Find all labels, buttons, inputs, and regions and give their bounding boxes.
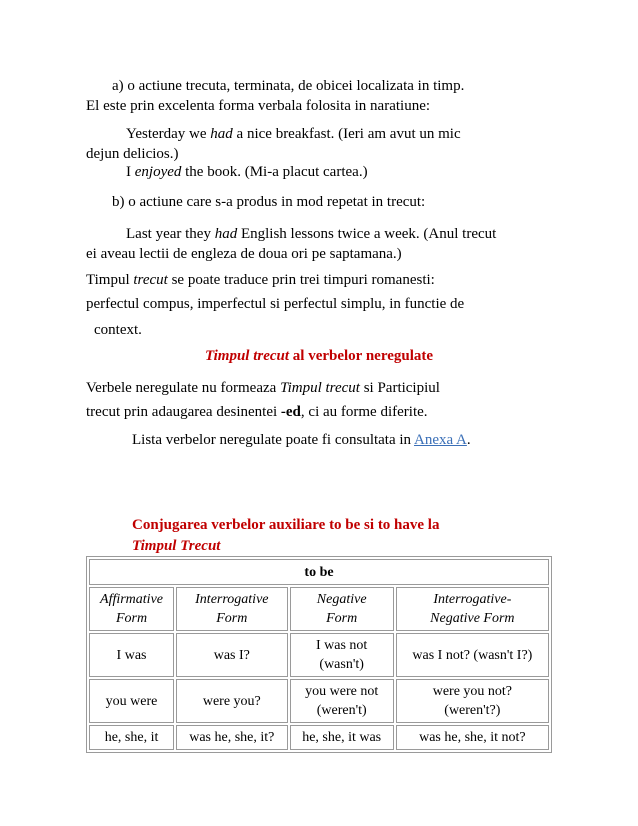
heading-term: Timpul trecut: [205, 348, 290, 364]
table-cell: I was: [89, 633, 174, 677]
header-text: Negative: [316, 592, 367, 607]
header-text: Interrogative-: [433, 592, 512, 607]
example-2-verb: enjoyed: [134, 164, 182, 180]
conjugation-heading-line2: Timpul Trecut: [132, 538, 221, 554]
irregular-text: Verbele neregulate nu formeaza: [86, 380, 281, 396]
table-row: [89, 725, 549, 750]
header-text: Negative Form: [430, 611, 515, 626]
translation-paragraph: [86, 270, 435, 290]
table-title: to be: [89, 559, 549, 585]
header-interrogative: [176, 587, 288, 631]
example-1-text: Yesterday we: [126, 126, 211, 142]
translation-line2: perfectul compus, imperfectul si perfectul simplu, in functie de: [86, 296, 465, 312]
example-1: [126, 124, 461, 144]
table-row: [89, 633, 549, 677]
appendix-period: .: [466, 432, 471, 448]
example-3-text-end: English lessons twice a week. (Anul trecut: [237, 226, 497, 242]
cell-text: I was not: [316, 638, 368, 653]
suffix-text-end: , ci au forme diferite.: [300, 404, 428, 420]
table-cell: he, she, it was: [290, 725, 394, 750]
irregular-paragraph-line1: [86, 378, 440, 398]
section-heading-irregular: [205, 346, 433, 366]
table-cell: was he, she, it?: [176, 725, 288, 750]
irregular-term: Timpul trecut: [280, 380, 360, 396]
header-text: Form: [326, 611, 358, 626]
cell-text: (wasn't): [319, 657, 364, 672]
paragraph-a-line2: El este prin excelenta forma verbala folosita in naratiune:: [86, 98, 431, 114]
example-3-verb: had: [214, 226, 238, 242]
header-text: Form: [115, 611, 148, 626]
table-cell: were you?: [176, 679, 288, 723]
example-2-text: I: [126, 164, 135, 180]
example-3-line2: ei aveau lectii de engleza de doua ori pe saptamana.): [86, 246, 402, 262]
table-cell: you were: [89, 679, 174, 723]
table-row: [89, 679, 549, 723]
irregular-paragraph-line2: [86, 402, 428, 422]
header-negative: [290, 587, 394, 631]
table-cell: was I?: [176, 633, 288, 677]
paragraph-b-line1: b) o actiune care s-a produs in mod repetat in trecut:: [112, 194, 426, 210]
paragraph-a-line1: a) o actiune trecuta, terminata, de obicei localizata in timp.: [112, 78, 465, 94]
table-cell: was I not? (wasn't I?): [396, 633, 549, 677]
to-be-conjugation-table: [86, 556, 552, 753]
translation-text-end: se poate traduce prin trei timpuri romanesti:: [167, 272, 435, 288]
appendix-reference: [132, 430, 471, 450]
table-cell: [290, 633, 394, 677]
translation-line3: context.: [94, 322, 142, 338]
translation-text: Timpul: [86, 272, 134, 288]
cell-text: (weren't?): [444, 703, 501, 718]
example-3: [126, 224, 496, 244]
example-1-line2: dejun delicios.): [86, 146, 179, 162]
example-2-text-end: the book. (Mi-a placut cartea.): [181, 164, 368, 180]
table-title-row: [89, 559, 549, 585]
translation-term: trecut: [133, 272, 168, 288]
cell-text: (weren't): [316, 703, 367, 718]
header-interrogative-negative: [396, 587, 549, 631]
example-2: [126, 162, 368, 182]
header-text: Interrogative: [195, 592, 269, 607]
example-1-verb: had: [210, 126, 233, 142]
table-cell: he, she, it: [89, 725, 174, 750]
suffix-ed: -ed: [280, 404, 301, 420]
example-1-text-end: a nice breakfast. (Ieri am avut un mic: [232, 126, 461, 142]
conjugation-heading-line1: Conjugarea verbelor auxiliare to be si to have la: [132, 517, 440, 533]
suffix-text: trecut prin adaugarea desinentei: [86, 404, 281, 420]
table-cell: was he, she, it not?: [396, 725, 549, 750]
heading-rest: al verbelor neregulate: [289, 348, 434, 364]
header-text: Form: [216, 611, 248, 626]
cell-text: were you not?: [432, 684, 513, 699]
table-header-row: [89, 587, 549, 631]
example-3-text: Last year they: [126, 226, 215, 242]
table-cell: [396, 679, 549, 723]
header-affirmative: [89, 587, 174, 631]
appendix-a-link[interactable]: Anexa A: [413, 432, 467, 448]
header-text: Affirmative: [100, 592, 164, 607]
cell-text: you were not: [305, 684, 379, 699]
irregular-text-end: si Participiul: [359, 380, 440, 396]
table-cell: [290, 679, 394, 723]
appendix-text: Lista verbelor neregulate poate fi consultata in: [132, 432, 414, 448]
